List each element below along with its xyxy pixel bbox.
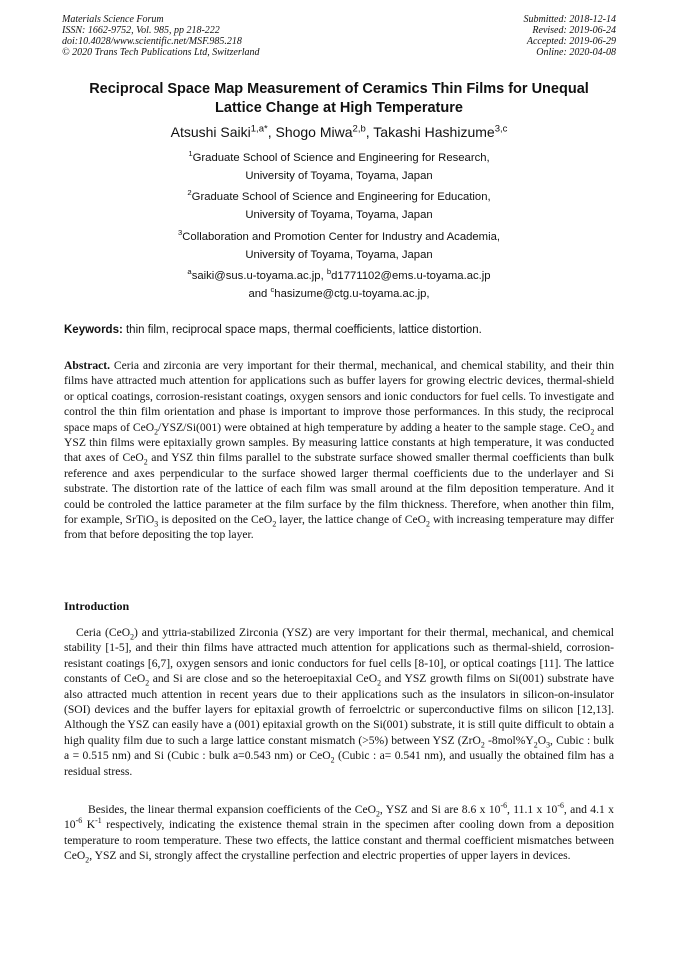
superscript: -1 [95,816,102,826]
email-address: hasizume@ctg.u-toyama.ac.jp, [274,288,430,300]
body-text: , and 4.1 x 10 [64,803,614,832]
keywords-text: thin film, reciprocal space maps, thermal coefficients, lattice distortion. [122,324,482,336]
email-connector: and [248,288,271,300]
accepted-date: Accepted: 2019-06-29 [526,36,616,47]
abstract-text: Ceria and zirconia are very important for their thermal, mechanical, and chemical stability, and their thin films have attracted much attention for applications such as buffer layers for growing electric devices, thermal-shield or optical coatings, corrosion-resistant coatings, oxygen sensors and ionic conductors for fuel cells. To investigate and control the thin film orientation and phase is important to improve those performances. In this study, the reciprocal space maps of CeO [64,359,614,434]
abstract [64,358,614,543]
introduction-paragraph-1 [64,625,614,779]
superscript: -6 [500,801,508,811]
subscript: 3 [546,740,551,750]
body-text: , 11.1 x 10 [507,803,558,816]
keywords-label: Keywords: [64,324,123,336]
abstract-text: with increasing temperature may differ from that before depositing the top layer. [64,513,615,542]
email-address: d1771102@ems.u-toyama.ac.jp [331,270,491,282]
email-mark: b [326,267,332,277]
email-block [50,267,628,303]
journal-header-right [524,14,617,58]
affiliation-line: University of Toyama, Toyama, Japan [245,249,433,261]
revised-date: Revised: 2019-06-24 [532,25,616,36]
body-text: O [537,733,547,747]
body-text: Ceria (CeO [76,626,131,639]
author-affil-mark: 2,b [352,123,366,135]
copyright-line: © 2020 Trans Tech Publications Ltd, Switzerland [62,47,260,58]
subscript: 2 [130,632,135,642]
subscript: 2 [85,855,90,865]
paper-title [50,80,628,118]
affiliation-line: University of Toyama, Toyama, Japan [245,170,433,182]
subscript: 2 [590,426,595,436]
subscript: 2 [145,678,150,688]
title-line-2: Lattice Change at High Temperature [215,100,463,116]
superscript: -6 [557,801,564,811]
author-separator: , [365,124,374,140]
abstract-text: and YSZ thin films parallel to the substrate surface showed smaller thermal coefficients than bulk reference and axes perpendicular to the surface showed larger thermal coefficients due to the underlayer and Si substrate. The distortion rate of the lattice of each film was small around at the film deposition temperature. And it could be controled the lattice parameter at the film surface by the film thickness. Therefore, when another thin film, for example, SrTiO [64,451,614,527]
abstract-text: /YSZ/Si(001) were obtained at high temperature by adding a heater to the sample stage. CeO [158,420,591,434]
subscript: 2 [426,519,430,529]
subscript: 2 [154,426,159,436]
subscript: 2 [480,740,485,750]
subscript: 2 [272,519,277,529]
introduction-paragraph-2 [64,802,614,864]
online-date: Online: 2020-04-08 [536,47,616,58]
affiliation-2 [50,188,628,224]
affiliation-number: 2 [187,188,192,198]
issn-line: ISSN: 1662-9752, Vol. 985, pp 218-222 [62,25,220,36]
submitted-date: Submitted: 2018-12-14 [523,14,616,25]
body-text: , YSZ and Si, strongly affect the crystalline perfection and electric properties of upper layers in devices. [89,849,571,863]
email-address: saiki@sus.u-toyama.ac.jp, [191,270,327,282]
superscript: -6 [75,816,83,826]
author-affil-mark: 3,c [494,123,508,135]
affiliation-line: Graduate School of Science and Engineering for Education, [191,191,491,203]
subscript: 2 [330,755,335,765]
body-text: and Si are close and so the heteroepitaxial CeO [149,672,378,686]
subscript: 2 [143,457,148,467]
affiliation-line: Collaboration and Promotion Center for Industry and Academia, [182,231,501,243]
email-mark: a [187,267,192,277]
affiliation-line: Graduate School of Science and Engineering for Research, [192,152,490,164]
body-text: respectively, indicating the existence themal strain in the specimen after cooling down from a deposition temperature to room temperature. These two effects, the lattice constant and thermal coefficient mismatches between CeO [64,818,614,863]
affiliation-3 [50,228,628,264]
abstract-text: layer, the lattice change of CeO [276,513,427,527]
subscript: 2 [377,678,382,688]
author-affil-mark: 1,a* [250,123,268,135]
author-name: Shogo Miwa [275,124,353,140]
body-text: Besides, the linear thermal expansion coefficients of the CeO [88,803,376,816]
journal-header-left [62,14,260,58]
body-text: (Cubic : a= 0.541 nm), and usually the obtained film has a residual stress. [64,749,614,778]
author-list [50,123,628,141]
title-line-1: Reciprocal Space Map Measurement of Ceramics Thin Films for Unequal [89,81,589,97]
body-text: , Cubic : bulk a = 0.515 nm) and Si (Cubic : bulk a=0.543 nm) or CeO [64,733,615,763]
author-name: Atsushi Saiki [170,124,251,140]
affiliation-1 [50,149,628,185]
section-heading-introduction: Introduction [64,599,130,613]
author-name: Takashi Hashizume [373,124,495,140]
journal-name: Materials Science Forum [62,14,164,25]
subscript: 2 [533,740,538,750]
abstract-text: is deposited on the CeO [158,513,273,527]
subscript: 3 [154,519,159,529]
affiliation-line: University of Toyama, Toyama, Japan [245,209,433,221]
abstract-label: Abstract. [64,359,111,372]
body-text: -8mol%Y [484,733,534,747]
body-text: and YSZ growth films on Si(001) substrate have also attracted much attention in recent years due to their applications such as the insulators in silicon-on-insulator (SOI) devices and the buffer layers for epitaxial growth of ferroelctric or superconductive films on silicon [12,13]. Although the YSZ can easily have a (001) epitaxial growth on the Si(001) substrate, it is still quite difficult to obtain a high quality film due to such a large lattice constant mismatch (>5%) between YSZ (ZrO [64,672,614,747]
affiliation-number: 3 [177,228,183,238]
body-text: , YSZ and Si are 8.6 x 10 [379,803,501,816]
keywords [64,323,624,338]
body-text: K [82,818,96,832]
abstract-text: and YSZ thin films were epitaxially grown samples. By measuring lattice constants at high temperature, it was conducted that axes of CeO [64,420,615,465]
affiliation-number: 1 [188,149,193,159]
author-separator: , [267,124,276,140]
email-mark: c [270,285,275,295]
body-text: ) and yttria-stabilized Zirconia (YSZ) are very important for their thermal, mechanical, and chemical stability [1-5], and their thin films have attracted much attention for applications such as thermal-shield, corrosion-resistant coatings [6,7], oxygen sensors and ionic conductors for fuel cells [8-10], or optical coatings [11]. The lattice constants of CeO [64,626,614,686]
doi-line: doi:10.4028/www.scientific.net/MSF.985.218 [62,36,242,47]
subscript: 2 [375,809,380,819]
